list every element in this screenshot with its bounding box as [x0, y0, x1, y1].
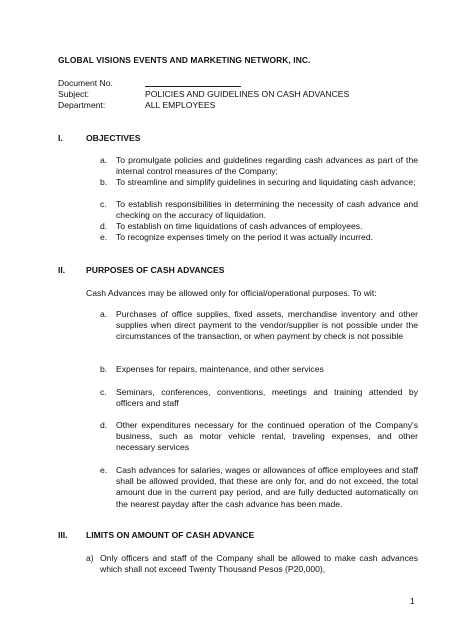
list-item-letter: e. — [100, 232, 108, 242]
list-item-letter: d. — [100, 420, 108, 430]
list-item-letter: a. — [100, 155, 108, 165]
section-number: I. — [58, 133, 63, 143]
list-item: To streamline and simplify guidelines in securing and liquidating cash advance; — [116, 177, 416, 187]
list-item: Only officers and staff of the Company shall be allowed to make cash advances which shall not exceed Twenty Thousand Pesos (P20,000), — [100, 553, 418, 575]
department-label: Department: — [58, 100, 106, 110]
list-item-letter: e. — [100, 465, 108, 475]
list-item: To recognize expenses timely on the period it was actually incurred. — [116, 232, 373, 242]
section-title: PURPOSES OF CASH ADVANCES — [86, 265, 225, 275]
section-intro: Cash Advances may be allowed only for official/operational purposes. To wit: — [86, 288, 377, 298]
section-title: LIMITS ON AMOUNT OF CASH ADVANCE — [86, 530, 255, 540]
list-item: Expenses for repairs, maintenance, and other services — [116, 364, 324, 374]
list-item: Seminars, conferences, conventions, meetings and training attended by officers and staff — [116, 387, 418, 409]
subject-value: POLICIES AND GUIDELINES ON CASH ADVANCES — [145, 89, 350, 99]
doc-no-blank-line — [145, 86, 241, 87]
list-item-letter: a) — [86, 553, 94, 563]
list-item-letter: c. — [100, 387, 107, 397]
list-item-letter: d. — [100, 221, 108, 231]
section-number: III. — [58, 530, 68, 540]
list-item: Cash advances for salaries, wages or allowances of office employees and staff shall be allowed provided, that these are only for, and do not exceed, the total amount due in the current pay period, and are fully deducted automatically on the nearest payday after the cash advance has been made. — [116, 465, 418, 509]
subject-label: Subject: — [58, 89, 90, 99]
list-item-letter: c. — [100, 199, 107, 209]
list-item-letter: a. — [100, 309, 108, 319]
list-item: Purchases of office supplies, fixed assets, merchandise inventory and other supplies when direct payment to the vendor/supplier is not possible under the circumstances of the transaction, or when payment by check is not possible — [116, 309, 418, 342]
department-value: ALL EMPLOYEES — [145, 100, 216, 110]
doc-no-label: Document No. — [58, 78, 113, 88]
list-item: Other expenditures necessary for the continued operation of the Company's business, such as motor vehicle rental, traveling expenses, and other necessary services — [116, 420, 418, 453]
company-name: GLOBAL VISIONS EVENTS AND MARKETING NETWORK, INC. — [58, 55, 311, 65]
list-item: To establish on time liquidations of cash advances of employees. — [116, 221, 363, 231]
section-title: OBJECTIVES — [86, 133, 141, 143]
list-item: To promulgate policies and guidelines regarding cash advances as part of the internal control measures of the Company; — [116, 155, 418, 177]
list-item-letter: b. — [100, 177, 108, 187]
list-item: To establish responsibilities in determining the necessity of cash advance and checking on the accuracy of liquidation. — [116, 199, 418, 221]
list-item-letter: b. — [100, 364, 108, 374]
section-number: II. — [58, 265, 66, 275]
page-number: 1 — [410, 596, 415, 606]
